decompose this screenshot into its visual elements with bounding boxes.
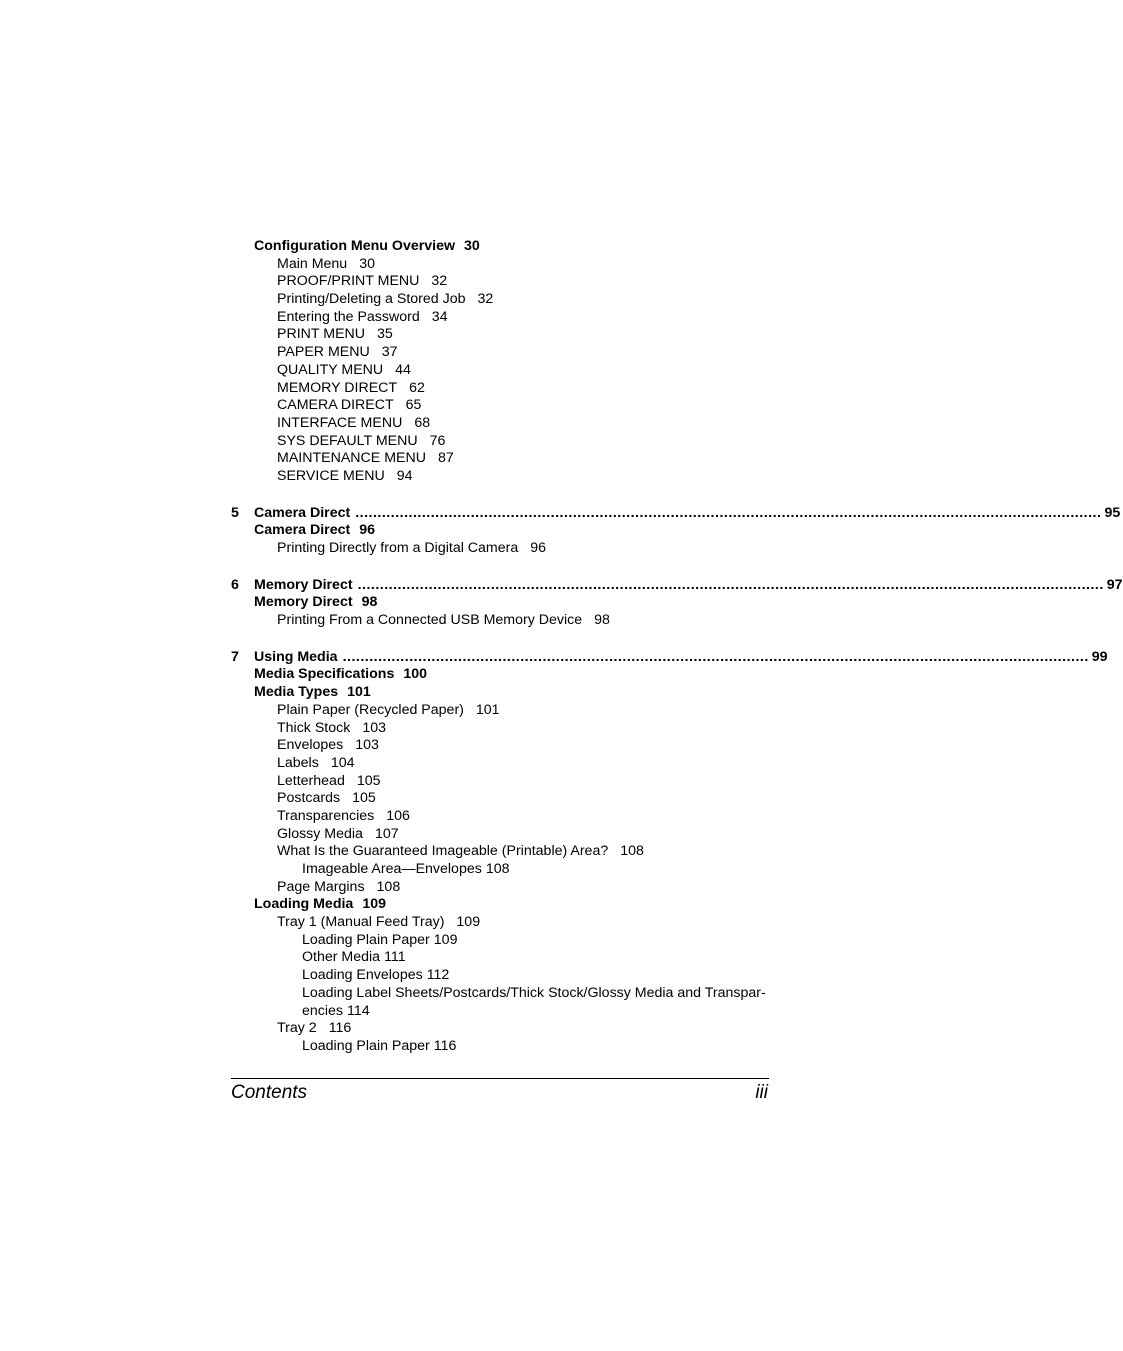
toc-item-memory-direct[interactable] [231,380,769,398]
toc-item-entering-the-password[interactable] [231,309,769,327]
toc-item-title: Main Menu [277,255,348,272]
toc-item-title: Printing/Deleting a Stored Job [277,291,466,308]
dot-leader: ........................................................................................................................................................................ [355,504,1102,521]
toc-subitem-page: 116 [433,1037,457,1054]
chapter-title: Memory Direct [254,576,353,593]
toc-item-title: Page Margins [277,878,365,895]
footer-page-number: iii [755,1082,768,1103]
toc-item-title: INTERFACE MENU [277,414,403,431]
toc-item-labels[interactable] [231,755,769,773]
toc-item-tray-1[interactable] [231,914,769,932]
toc-item-page: 32 [431,273,448,290]
toc-subitem-page: 109 [433,931,458,948]
toc-section-page: 100 [403,666,428,683]
toc-item-glossy-media[interactable] [231,826,769,844]
toc-item-plain-paper[interactable] [231,702,769,720]
table-of-contents [231,238,1123,1056]
toc-section-page: 96 [359,522,375,539]
toc-subitem-loading-plain-paper[interactable] [231,932,769,950]
toc-item-paper-menu[interactable] [231,344,769,362]
toc-item-title: Transparencies [277,807,375,824]
toc-item-title: Envelopes [277,737,344,754]
chapter-title: Camera Direct [254,504,351,521]
toc-item-transparencies[interactable] [231,808,769,826]
toc-section-title: Camera Direct [254,522,351,539]
toc-subitem-title: Imageable Area—Envelopes [302,861,482,877]
toc-item-page: 108 [376,878,401,895]
chapter-number: 7 [231,648,239,665]
toc-section-media-types[interactable] [231,684,769,702]
toc-item-title: Tray 2 [277,1020,317,1037]
toc-subitem-title: Loading Envelopes [302,967,423,984]
toc-item-page: 109 [456,914,481,931]
toc-item-page: 105 [352,790,376,807]
toc-section-configuration-menu-overview[interactable] [231,238,769,256]
toc-chapter-7[interactable] [231,648,1108,667]
footer-section-title: Contents [231,1082,308,1103]
toc-subitem-loading-envelopes[interactable] [231,967,769,985]
toc-item-page-margins[interactable] [231,879,769,897]
toc-section-media-specifications[interactable] [231,666,769,684]
toc-item-title: SYS DEFAULT MENU [277,432,418,449]
toc-item-printing-directly-from-camera[interactable] [231,540,769,558]
toc-item-title: MEMORY DIRECT [277,379,398,396]
toc-subitem-page: 111 [384,949,406,966]
toc-section-page: 30 [464,238,480,254]
toc-subitem-page: 112 [426,967,450,984]
toc-item-title: PROOF/PRINT MENU [277,273,420,290]
toc-item-title: Plain Paper (Recycled Paper) [277,701,464,718]
toc-section-loading-media[interactable] [231,896,769,914]
toc-subitem-page: 114 [347,1002,370,1019]
toc-subitem-imageable-area-envelopes[interactable] [231,861,769,879]
toc-subitem-other-media[interactable] [231,949,769,967]
toc-item-title: CAMERA DIRECT [277,397,394,414]
toc-section-camera-direct[interactable] [231,522,769,540]
toc-subitem-loading-plain-paper-tray2[interactable] [231,1038,769,1056]
toc-item-page: 98 [594,612,610,629]
toc-item-tray-2[interactable] [231,1020,769,1038]
toc-item-proof-print-menu[interactable] [231,273,769,291]
chapter-page: 97 [1106,576,1123,593]
toc-item-page: 37 [381,344,398,361]
toc-item-title: MAINTENANCE MENU [277,450,426,467]
toc-chapter-5[interactable] [231,504,1121,523]
toc-item-page: 30 [359,255,375,272]
toc-subitem-page: 108 [485,861,510,877]
toc-item-guaranteed-imageable-area[interactable] [231,843,769,861]
toc-section-title: Media Types [254,684,339,701]
toc-item-page: 96 [530,540,547,556]
toc-item-print-menu[interactable] [231,326,769,344]
toc-item-main-menu[interactable] [231,256,769,274]
toc-item-title: Thick Stock [277,719,351,736]
toc-subitem-title: Other Media [302,949,381,966]
toc-item-page: 68 [414,414,431,431]
toc-item-printing-deleting-stored-job[interactable] [231,291,769,309]
toc-subitem-title: Loading Plain Paper [302,1037,430,1054]
toc-item-page: 35 [377,326,393,343]
toc-item-camera-direct[interactable] [231,397,769,415]
toc-section-title: Loading Media [254,896,354,913]
toc-item-page: 34 [431,308,448,325]
toc-section-title: Memory Direct [254,594,353,611]
toc-item-page: 103 [362,719,386,736]
toc-item-page: 106 [386,807,410,824]
toc-item-page: 116 [328,1020,352,1037]
toc-item-page: 44 [395,361,411,378]
toc-item-thick-stock[interactable] [231,720,769,738]
toc-item-title: Printing From a Connected USB Memory Device [277,612,583,629]
toc-subitem-title: Loading Plain Paper [302,931,430,948]
toc-item-envelopes[interactable] [231,737,769,755]
toc-item-page: 103 [355,737,379,754]
toc-item-page: 104 [330,754,355,771]
toc-chapter-6[interactable] [231,576,1123,595]
toc-item-page: 87 [437,450,454,467]
toc-section-page: 109 [362,896,386,913]
dot-leader: ........................................................................................................................................................................ [357,576,1104,593]
toc-item-page: 32 [477,291,494,308]
toc-item-title: Entering the Password [277,308,420,325]
dot-leader: ........................................................................................................................................................................ [342,648,1089,665]
toc-item-interface-menu[interactable] [231,415,769,433]
toc-item-page: 101 [475,701,500,718]
chapter-title: Using Media [254,648,338,665]
footer-divider [231,1078,769,1079]
toc-item-title: Glossy Media [277,825,363,842]
toc-item-postcards[interactable] [231,790,769,808]
toc-item-title: QUALITY MENU [277,361,384,378]
toc-item-title: PAPER MENU [277,344,370,361]
toc-item-title: Labels [277,754,319,771]
toc-item-page: 107 [374,825,399,842]
toc-item-quality-menu[interactable] [231,362,769,380]
toc-item-page: 62 [409,379,425,396]
toc-item-title: Letterhead [277,772,345,789]
chapter-number: 5 [231,504,239,521]
toc-item-title: Tray 1 (Manual Feed Tray) [277,914,445,931]
toc-item-title: Postcards [277,790,341,807]
toc-item-page: 108 [620,843,644,860]
toc-item-page: 76 [429,432,446,449]
toc-section-page: 101 [347,684,371,701]
toc-item-title: PRINT MENU [277,326,366,343]
toc-item-page: 94 [396,467,413,484]
toc-subitem-loading-label-sheets[interactable] [231,985,772,1020]
toc-item-title: What Is the Guaranteed Imageable (Printable) Area? [277,843,609,860]
chapter-page: 99 [1091,648,1108,665]
toc-item-printing-from-usb-memory[interactable] [231,612,769,630]
toc-item-title: Printing Directly from a Digital Camera [277,540,519,556]
toc-item-title: SERVICE MENU [277,467,385,484]
toc-section-memory-direct[interactable] [231,594,769,612]
toc-section-title: Configuration Menu Overview [254,238,456,254]
toc-item-sys-default-menu[interactable] [231,433,769,451]
toc-section-title: Media Specifications [254,666,395,683]
toc-item-service-menu[interactable] [231,468,769,486]
chapter-page: 95 [1104,504,1121,521]
toc-subitem-title: Loading Label Sheets/Postcards/Thick Stock/Glossy Media and Transpar-encies [302,984,766,1019]
toc-item-page: 65 [405,397,422,414]
chapter-number: 6 [231,576,239,593]
toc-section-page: 98 [361,594,378,611]
toc-item-maintenance-menu[interactable] [231,450,769,468]
toc-item-letterhead[interactable] [231,773,769,791]
toc-item-page: 105 [356,772,381,789]
